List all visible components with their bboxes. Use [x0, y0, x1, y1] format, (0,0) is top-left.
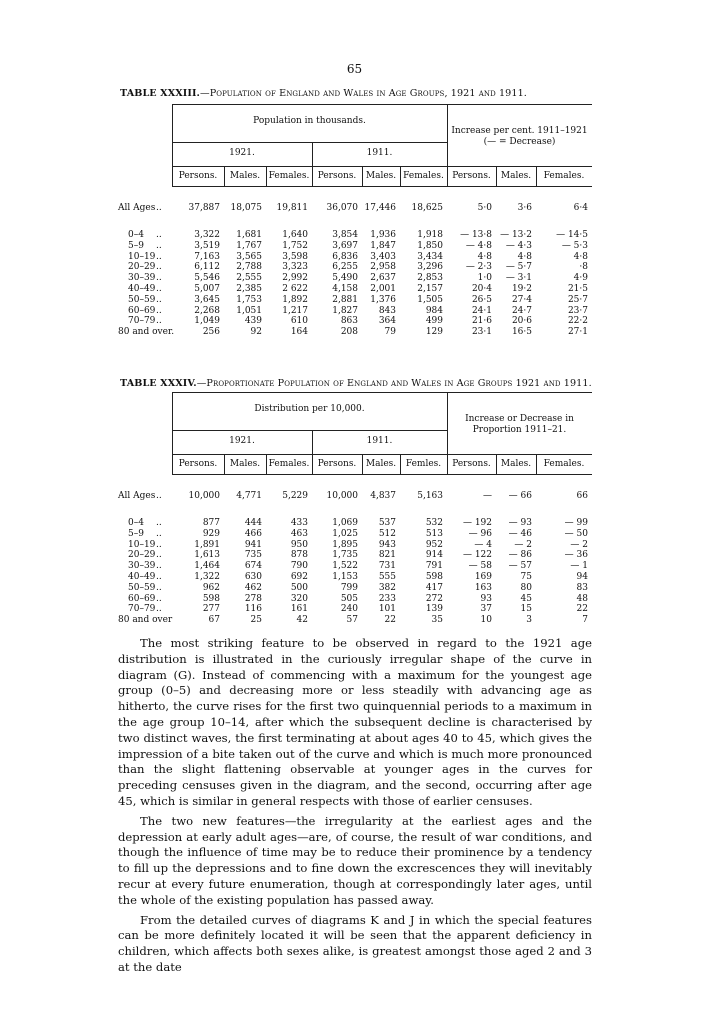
table-cell: 36,070	[326, 203, 358, 213]
row-leader: ..	[156, 604, 162, 615]
table-cell: 22	[384, 615, 396, 626]
paragraph-3: From the detailed curves of diagrams K and J in which the special features can be more definitely located it will be seen that the apparent deficiency in children, which affects both sexes alike, is greatest amongst those aged 2 and 3 at the date	[118, 912, 592, 974]
row-leader: ..	[156, 539, 162, 550]
table-cell: 92	[250, 327, 262, 338]
column-header: Males.	[500, 459, 532, 469]
row-leader: ..	[156, 251, 162, 262]
table-cell: 75	[520, 572, 532, 582]
table-cell: 1,895	[332, 539, 358, 550]
paragraph-2: The two new features—the irregularity at the earliest ages and the depression at early adult ages—are, of course, the result of war conditions, and though the influence of time may be to reduce their prominence by a tendency to fill up the depressions and to fine down the excrescences they will inevitably recur at every future enumeration, though at correspondingly later ages, until the whole of the existing population has passed away.	[118, 813, 592, 907]
row-label: 60–69	[128, 305, 156, 316]
table-cell: 4·8	[517, 251, 532, 262]
table-cell: — 3·1	[505, 273, 532, 284]
table-cell: 5,229	[282, 491, 308, 501]
table-cell: 1,051	[236, 305, 262, 316]
table-cell: — 5·3	[561, 240, 588, 251]
table-cell: 1,069	[332, 518, 358, 528]
column-header: Females.	[403, 171, 444, 181]
table-33-caption	[120, 88, 527, 99]
row-label: 40–49	[128, 284, 156, 294]
rule-colhead	[172, 186, 592, 187]
table-cell: ·8	[579, 262, 588, 273]
year-header: 1921.	[229, 436, 255, 446]
table-cell: 57	[346, 615, 358, 626]
row-leader: ..	[156, 528, 162, 539]
column-header: Males.	[365, 459, 397, 469]
row-label: 70–79	[128, 316, 156, 327]
table-cell: 382	[378, 582, 396, 593]
table-cell: 2,958	[370, 262, 396, 273]
row-label: 0–4	[128, 230, 144, 240]
year-header: 1911.	[366, 436, 393, 446]
table-cell: 5,546	[194, 273, 220, 284]
table-cell: 1,847	[370, 240, 396, 251]
table-cell: 2 622	[282, 284, 308, 294]
row-label: 5–9	[128, 528, 144, 539]
table-cell: 5,163	[417, 491, 443, 501]
table-cell: 463	[290, 528, 308, 539]
table-cell: 208	[340, 327, 358, 338]
table-cell: 3·6	[517, 203, 532, 213]
row-leader: ..	[156, 561, 162, 572]
row-label: 40–49	[128, 572, 156, 582]
table-cell: 18,075	[230, 203, 262, 213]
row-leader: ..	[156, 582, 162, 593]
table-cell: 27·4	[511, 294, 532, 305]
table-cell: 863	[340, 316, 358, 327]
table-cell: 5,007	[194, 284, 220, 294]
table-cell: 512	[378, 528, 396, 539]
table-cell: — 13·2	[500, 230, 532, 240]
table-cell: 692	[290, 572, 308, 582]
table-cell: 1,850	[417, 240, 443, 251]
table-cell: 929	[202, 528, 220, 539]
table-cell: — 50	[564, 528, 588, 539]
table-cell: 532	[425, 518, 443, 528]
table-cell: — 99	[564, 518, 588, 528]
table-cell: 598	[425, 572, 443, 582]
table-cell: 17,446	[364, 203, 396, 213]
table-cell: 3,323	[282, 262, 308, 273]
table-cell: — 57	[508, 561, 532, 572]
table-cell: 364	[378, 316, 396, 327]
table-cell: 1,049	[194, 316, 220, 327]
table-cell: — 122	[462, 550, 492, 561]
rule-group	[172, 430, 447, 431]
table-cell: 3,296	[417, 262, 443, 273]
table-cell: 843	[378, 305, 396, 316]
table-cell: 3,697	[332, 240, 358, 251]
row-leader: ..	[156, 230, 162, 240]
column-header: Persons.	[317, 459, 357, 469]
table-cell: 941	[244, 539, 262, 550]
table-cell: 3,598	[282, 251, 308, 262]
table-cell: 914	[425, 550, 443, 561]
table-cell: 731	[378, 561, 396, 572]
row-leader: ..	[156, 518, 162, 528]
table-cell: 499	[425, 316, 443, 327]
table-cell: 10,000	[188, 491, 220, 501]
row-leader: ..	[156, 203, 162, 213]
row-label: 50–59	[128, 294, 156, 305]
column-header: Females.	[268, 459, 310, 469]
table-cell: 1,025	[332, 528, 358, 539]
table-cell: 3,403	[370, 251, 396, 262]
table-cell: — 4·8	[465, 240, 492, 251]
row-label: 70–79	[128, 604, 156, 615]
column-header: Males.	[365, 171, 397, 181]
table-cell: 19·2	[511, 284, 532, 294]
table-cell: — 93	[508, 518, 532, 528]
table-cell: 16·5	[511, 327, 532, 338]
table-cell: 4·8	[573, 251, 588, 262]
table-cell: 233	[378, 593, 396, 604]
paragraph-1: The most striking feature to be observed in regard to the 1921 age distribution is illustrated in the curiously irregular shape of the curve in diagram (G). Instead of commencing with a maximum for the youngest age group (0–5) and decreasing more or less steadily with advancing age as hitherto, the curve rises for the first two quinquennial periods to a maximum in the age group 10–14, after which the subsequent decline is characterised by two distinct waves, the first terminating at about ages 40 to 45, which gives the impression of a bite taken out of the curve and which is much more pronounced than the slight flattening observable at younger ages in the curves for preceding censuses given in the diagram, and the second, occurring after age 45, which is similar in general respects with those of earlier censuses.	[118, 636, 592, 808]
table-34-title: —Proportionate Population of England and Wales in Age Groups 1921 and 1911.	[196, 378, 592, 389]
table-cell: 22	[576, 604, 588, 615]
column-header: Males.	[229, 459, 261, 469]
table-cell: 2,385	[236, 284, 262, 294]
table-cell: 66	[576, 491, 588, 501]
table-cell: 630	[244, 572, 262, 582]
table-34-label: TABLE XXXIV.	[120, 378, 197, 389]
table-cell: 674	[244, 561, 262, 572]
table-cell: 462	[244, 582, 262, 593]
table-cell: 164	[290, 327, 308, 338]
table-cell: 67	[208, 615, 220, 626]
column-header: Females.	[268, 171, 310, 181]
table-cell: 2,992	[282, 273, 308, 284]
table-cell: 984	[425, 305, 443, 316]
table-cell: 2,268	[194, 305, 220, 316]
row-label: All Ages	[118, 491, 156, 501]
table-cell: 1,153	[332, 572, 358, 582]
table-cell: 240	[340, 604, 358, 615]
table-cell: 15	[520, 604, 532, 615]
table-cell: 537	[378, 518, 396, 528]
row-leader: ..	[156, 240, 162, 251]
table-cell: — 1	[570, 561, 588, 572]
table-cell: 610	[290, 316, 308, 327]
body-text	[118, 636, 592, 976]
table-cell: 878	[290, 550, 308, 561]
table-cell: 439	[244, 316, 262, 327]
row-leader: ..	[156, 294, 162, 305]
rule-top	[172, 104, 592, 105]
row-label: All Ages	[118, 203, 156, 213]
row-leader: ..	[156, 550, 162, 561]
table-cell: 3,854	[332, 230, 358, 240]
table-cell: — 2	[570, 539, 588, 550]
table-cell: 48	[576, 593, 588, 604]
table-cell: 444	[244, 518, 262, 528]
table-cell: 7	[582, 615, 588, 626]
table-cell: 1,217	[282, 305, 308, 316]
table-cell: 1,505	[417, 294, 443, 305]
table-cell: 3,645	[194, 294, 220, 305]
row-leader: ..	[156, 593, 162, 604]
table-cell: 3	[526, 615, 532, 626]
table-cell: 163	[474, 582, 492, 593]
table-cell: 22·2	[567, 316, 588, 327]
column-header: Persons.	[317, 171, 357, 181]
table-cell: 2,637	[370, 273, 396, 284]
table-cell: 1,767	[236, 240, 262, 251]
table-cell: 24·1	[471, 305, 492, 316]
table-cell: 6,836	[332, 251, 358, 262]
table-cell: 2,853	[417, 273, 443, 284]
table-cell: 19,811	[276, 203, 308, 213]
column-header: Persons.	[178, 171, 218, 181]
table-cell: — 14·5	[556, 230, 588, 240]
table-cell: 3,519	[194, 240, 220, 251]
table-cell: 2,157	[417, 284, 443, 294]
row-leader: ..	[156, 572, 162, 582]
row-label: 60–69	[128, 593, 156, 604]
table-cell: 500	[290, 582, 308, 593]
table-cell: 93	[480, 593, 492, 604]
table-cell: 2,001	[370, 284, 396, 294]
table-cell: 4,158	[332, 284, 358, 294]
row-label: 10–19	[128, 539, 156, 550]
table-cell: 2,881	[332, 294, 358, 305]
table-cell: 2,788	[236, 262, 262, 273]
table-cell: 1,752	[282, 240, 308, 251]
column-header: Females.	[543, 171, 585, 181]
table-cell: 4,837	[370, 491, 396, 501]
table-cell: 1,735	[332, 550, 358, 561]
row-leader: ..	[156, 491, 162, 501]
column-header: Persons.	[452, 171, 491, 181]
table-cell: 555	[378, 572, 396, 582]
row-label: 0–4	[128, 518, 144, 528]
increase-subheader: (— = Decrease)	[483, 137, 556, 147]
row-leader: ..	[156, 262, 162, 273]
table-cell: 5,490	[332, 273, 358, 284]
table-cell: — 58	[468, 561, 492, 572]
table-cell: 3,322	[194, 230, 220, 240]
table-cell: 6·4	[573, 203, 588, 213]
row-leader: ..	[156, 316, 162, 327]
table-cell: 277	[202, 604, 220, 615]
table-cell: 1,827	[332, 305, 358, 316]
table-cell: 598	[202, 593, 220, 604]
table-cell: 139	[425, 604, 443, 615]
row-leader: ..	[156, 273, 162, 284]
table-cell: — 2·3	[465, 262, 492, 273]
table-cell: — 5·7	[505, 262, 532, 273]
year-header: 1911.	[366, 148, 393, 158]
table-cell: 1,640	[282, 230, 308, 240]
table-cell: 5·0	[477, 203, 492, 213]
table-cell: 10	[480, 615, 492, 626]
table-cell: 1,376	[370, 294, 396, 305]
table-cell: 80	[520, 582, 532, 593]
table-cell: 1·0	[477, 273, 492, 284]
rule-group	[172, 142, 447, 143]
table-cell: 7,163	[194, 251, 220, 262]
rule-subhead	[172, 166, 592, 167]
page-number: 65	[346, 62, 363, 76]
table-cell: 23·1	[471, 327, 492, 338]
table-cell: — 86	[508, 550, 532, 561]
group-header: Population in thousands.	[253, 116, 366, 126]
column-header: Males.	[229, 171, 261, 181]
table-cell: 433	[290, 518, 308, 528]
table-cell: 37,887	[188, 203, 220, 213]
table-cell: 1,322	[194, 572, 220, 582]
row-leader: ..	[156, 305, 162, 316]
table-cell: 18,625	[411, 203, 443, 213]
table-cell: 2,555	[236, 273, 262, 284]
increase-header: Increase per cent. 1911–1921	[451, 126, 588, 136]
row-label: 80 and over	[118, 615, 173, 626]
row-label: 5–9	[128, 240, 144, 251]
table-cell: 799	[340, 582, 358, 593]
table-cell: 790	[290, 561, 308, 572]
table-cell: 735	[244, 550, 262, 561]
rule-colhead	[172, 474, 592, 475]
table-cell: 1,891	[194, 539, 220, 550]
table-cell: — 2	[514, 539, 532, 550]
year-header: 1921.	[229, 148, 255, 158]
table-cell: 6,255	[332, 262, 358, 273]
table-cell: 791	[425, 561, 443, 572]
table-cell: 10,000	[326, 491, 358, 501]
column-header: Females.	[543, 459, 585, 469]
table-cell: 1,681	[236, 230, 262, 240]
table-cell: 42	[296, 615, 308, 626]
table-cell: 129	[425, 327, 443, 338]
table-cell: — 46	[508, 528, 532, 539]
table-33-title: —Population of England and Wales in Age Groups, 1921 and 1911.	[200, 88, 527, 99]
row-label: 10–19	[128, 251, 156, 262]
rule-top	[172, 392, 592, 393]
table-cell: 161	[290, 604, 308, 615]
table-cell: 962	[202, 582, 220, 593]
row-label: 30–39	[128, 273, 156, 284]
table-cell: 505	[340, 593, 358, 604]
table-cell: 26·5	[471, 294, 492, 305]
increase-header: Increase or Decrease in	[465, 414, 574, 424]
table-cell: 37	[480, 604, 492, 615]
table-cell: — 192	[462, 518, 492, 528]
row-label: 80 and over.	[118, 327, 175, 338]
table-cell: 877	[202, 518, 220, 528]
table-cell: 35	[431, 615, 443, 626]
group-header: Distribution per 10,000.	[254, 404, 365, 414]
table-cell: 943	[378, 539, 396, 550]
table-cell: 25·7	[567, 294, 588, 305]
column-header: Persons.	[178, 459, 218, 469]
row-leader: ..	[156, 284, 162, 294]
row-label: 50–59	[128, 582, 156, 593]
table-cell: 20·4	[471, 284, 492, 294]
table-cell: 21·5	[567, 284, 588, 294]
table-cell: 1,753	[236, 294, 262, 305]
table-cell: 1,892	[282, 294, 308, 305]
column-header: Males.	[500, 171, 532, 181]
table-cell: 79	[384, 327, 396, 338]
table-cell: — 13·8	[460, 230, 492, 240]
table-cell: 101	[378, 604, 396, 615]
column-header: Persons.	[452, 459, 491, 469]
table-cell: 116	[244, 604, 262, 615]
table-cell: 4·9	[573, 273, 588, 284]
table-33-label: TABLE XXXIII.	[120, 88, 200, 99]
table-cell: 24·7	[511, 305, 532, 316]
table-cell: 4,771	[236, 491, 262, 501]
table-cell: —	[483, 491, 492, 501]
table-cell: 21·6	[471, 316, 492, 327]
table-cell: 6,112	[194, 262, 220, 273]
table-cell: — 4·3	[505, 240, 532, 251]
table-cell: 272	[425, 593, 443, 604]
table-cell: — 96	[468, 528, 492, 539]
table-cell: 94	[576, 572, 588, 582]
table-cell: 4·8	[477, 251, 492, 262]
table-cell: 27·1	[567, 327, 588, 338]
table-cell: 23·7	[567, 305, 588, 316]
row-label: 20–29	[128, 262, 156, 273]
rule-subhead	[172, 454, 592, 455]
table-cell: 1,613	[194, 550, 220, 561]
row-label: 30–39	[128, 561, 156, 572]
table-cell: — 36	[564, 550, 588, 561]
table-cell: 1,522	[332, 561, 358, 572]
table-cell: 320	[290, 593, 308, 604]
table-cell: 1,936	[370, 230, 396, 240]
table-cell: 466	[244, 528, 262, 539]
row-label: 20–29	[128, 550, 156, 561]
table-cell: 25	[250, 615, 262, 626]
table-34-caption	[120, 378, 592, 389]
table-cell: 83	[576, 582, 588, 593]
table-cell: 3,434	[417, 251, 443, 262]
table-cell: 45	[520, 593, 532, 604]
table-cell: 950	[290, 539, 308, 550]
table-cell: 821	[378, 550, 396, 561]
table-cell: 417	[425, 582, 443, 593]
table-cell: 1,464	[194, 561, 220, 572]
table-cell: 256	[202, 327, 220, 338]
table-cell: 513	[425, 528, 443, 539]
table-cell: 952	[425, 539, 443, 550]
column-header: Femles.	[405, 459, 442, 469]
table-cell: 20·6	[511, 316, 532, 327]
table-cell: 3,565	[236, 251, 262, 262]
table-cell: 169	[474, 572, 492, 582]
table-cell: 1,918	[417, 230, 443, 240]
table-cell: — 4	[474, 539, 492, 550]
increase-subheader: Proportion 1911–21.	[472, 425, 567, 435]
table-cell: — 66	[508, 491, 532, 501]
table-cell: 278	[244, 593, 262, 604]
